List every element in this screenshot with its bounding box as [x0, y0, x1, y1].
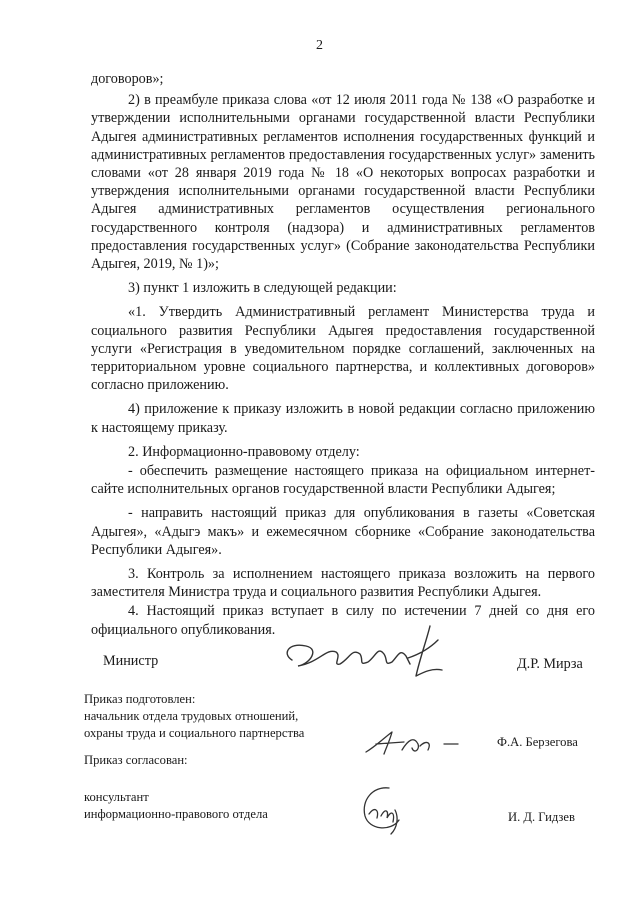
agreed-position-line2: информационно-правового отдела	[84, 807, 268, 821]
paragraph-new-wording: «1. Утвердить Административный регламент Министерства труда и социального развития Республики Адыгея предоставления государственной услуги «Регистрация в уведомительном порядке соглашений, заключенных на территориальном уровне социального партнерства, и коллективных договоров» согласно приложению.	[91, 304, 595, 394]
paragraph-item-4: 4) приложение к приказу изложить в новой редакции согласно приложению к настоящему приказу.	[91, 401, 595, 436]
page-number: 2	[316, 38, 323, 53]
paragraph-effective-date: 4. Настоящий приказ вступает в силу по истечении 7 дней со дня его официального опубликования.	[91, 603, 595, 638]
prepared-position-line2: охраны труда и социального партнерства	[84, 726, 305, 740]
agreed-signature	[355, 780, 415, 840]
paragraph-publish-newspapers: - направить настоящий приказ для опубликования в газеты «Советская Адыгея», «Адыгэ макъ» и ежемесячном сборнике «Собрание законодательства Республики Адыгея».	[91, 505, 595, 558]
prepared-by-name: Ф.А. Берзегова	[497, 735, 578, 749]
prepared-label: Приказ подготовлен:	[84, 692, 196, 706]
paragraph-control: 3. Контроль за исполнением настоящего приказа возложить на первого заместителя Министра труда и социального развития Республики Адыгея.	[91, 566, 595, 601]
agreed-label: Приказ согласован:	[84, 753, 188, 767]
paragraph-publish-site: - обеспечить размещение настоящего приказа на официальном интернет-сайте исполнительных органов государственной власти Республики Адыгея;	[91, 463, 595, 498]
prepared-position-line1: начальник отдела трудовых отношений,	[84, 709, 299, 723]
minister-title: Министр	[103, 653, 159, 669]
document-body	[91, 70, 595, 645]
minister-name: Д.Р. Мирза	[517, 656, 583, 672]
agreed-by-name: И. Д. Гидзев	[508, 810, 575, 824]
paragraph-item-3: 3) пункт 1 изложить в следующей редакции:	[128, 280, 397, 297]
agreed-position-line1: консультант	[84, 790, 149, 804]
paragraph-contracts-end: договоров»;	[91, 71, 164, 87]
agreed-block	[84, 789, 268, 823]
minister-signature	[280, 618, 460, 688]
prepared-block	[84, 691, 304, 742]
paragraph-item-2: 2) в преамбуле приказа слова «от 12 июля 2011 года № 138 «О разработке и утверждении исполнительными органами государственной власти Республики Адыгея административных регламентов исполнения государственных функций и административных регламентов предоставления государственных услуг» заменить словами «от 28 января 2019 года № 18 «О некоторых вопросах разработки и утверждения исполнительными органами государственной власти Республики Адыгея административных регламентов осуществления регионального государственного контроля (надзора) и административных регламентов предоставления государственных услуг» (Собрание законодательства Республики Адыгея, 2019, № 1)»;	[91, 92, 595, 273]
prepared-signature	[362, 720, 472, 760]
paragraph-legal-dept: 2. Информационно-правовому отделу:	[128, 443, 360, 460]
